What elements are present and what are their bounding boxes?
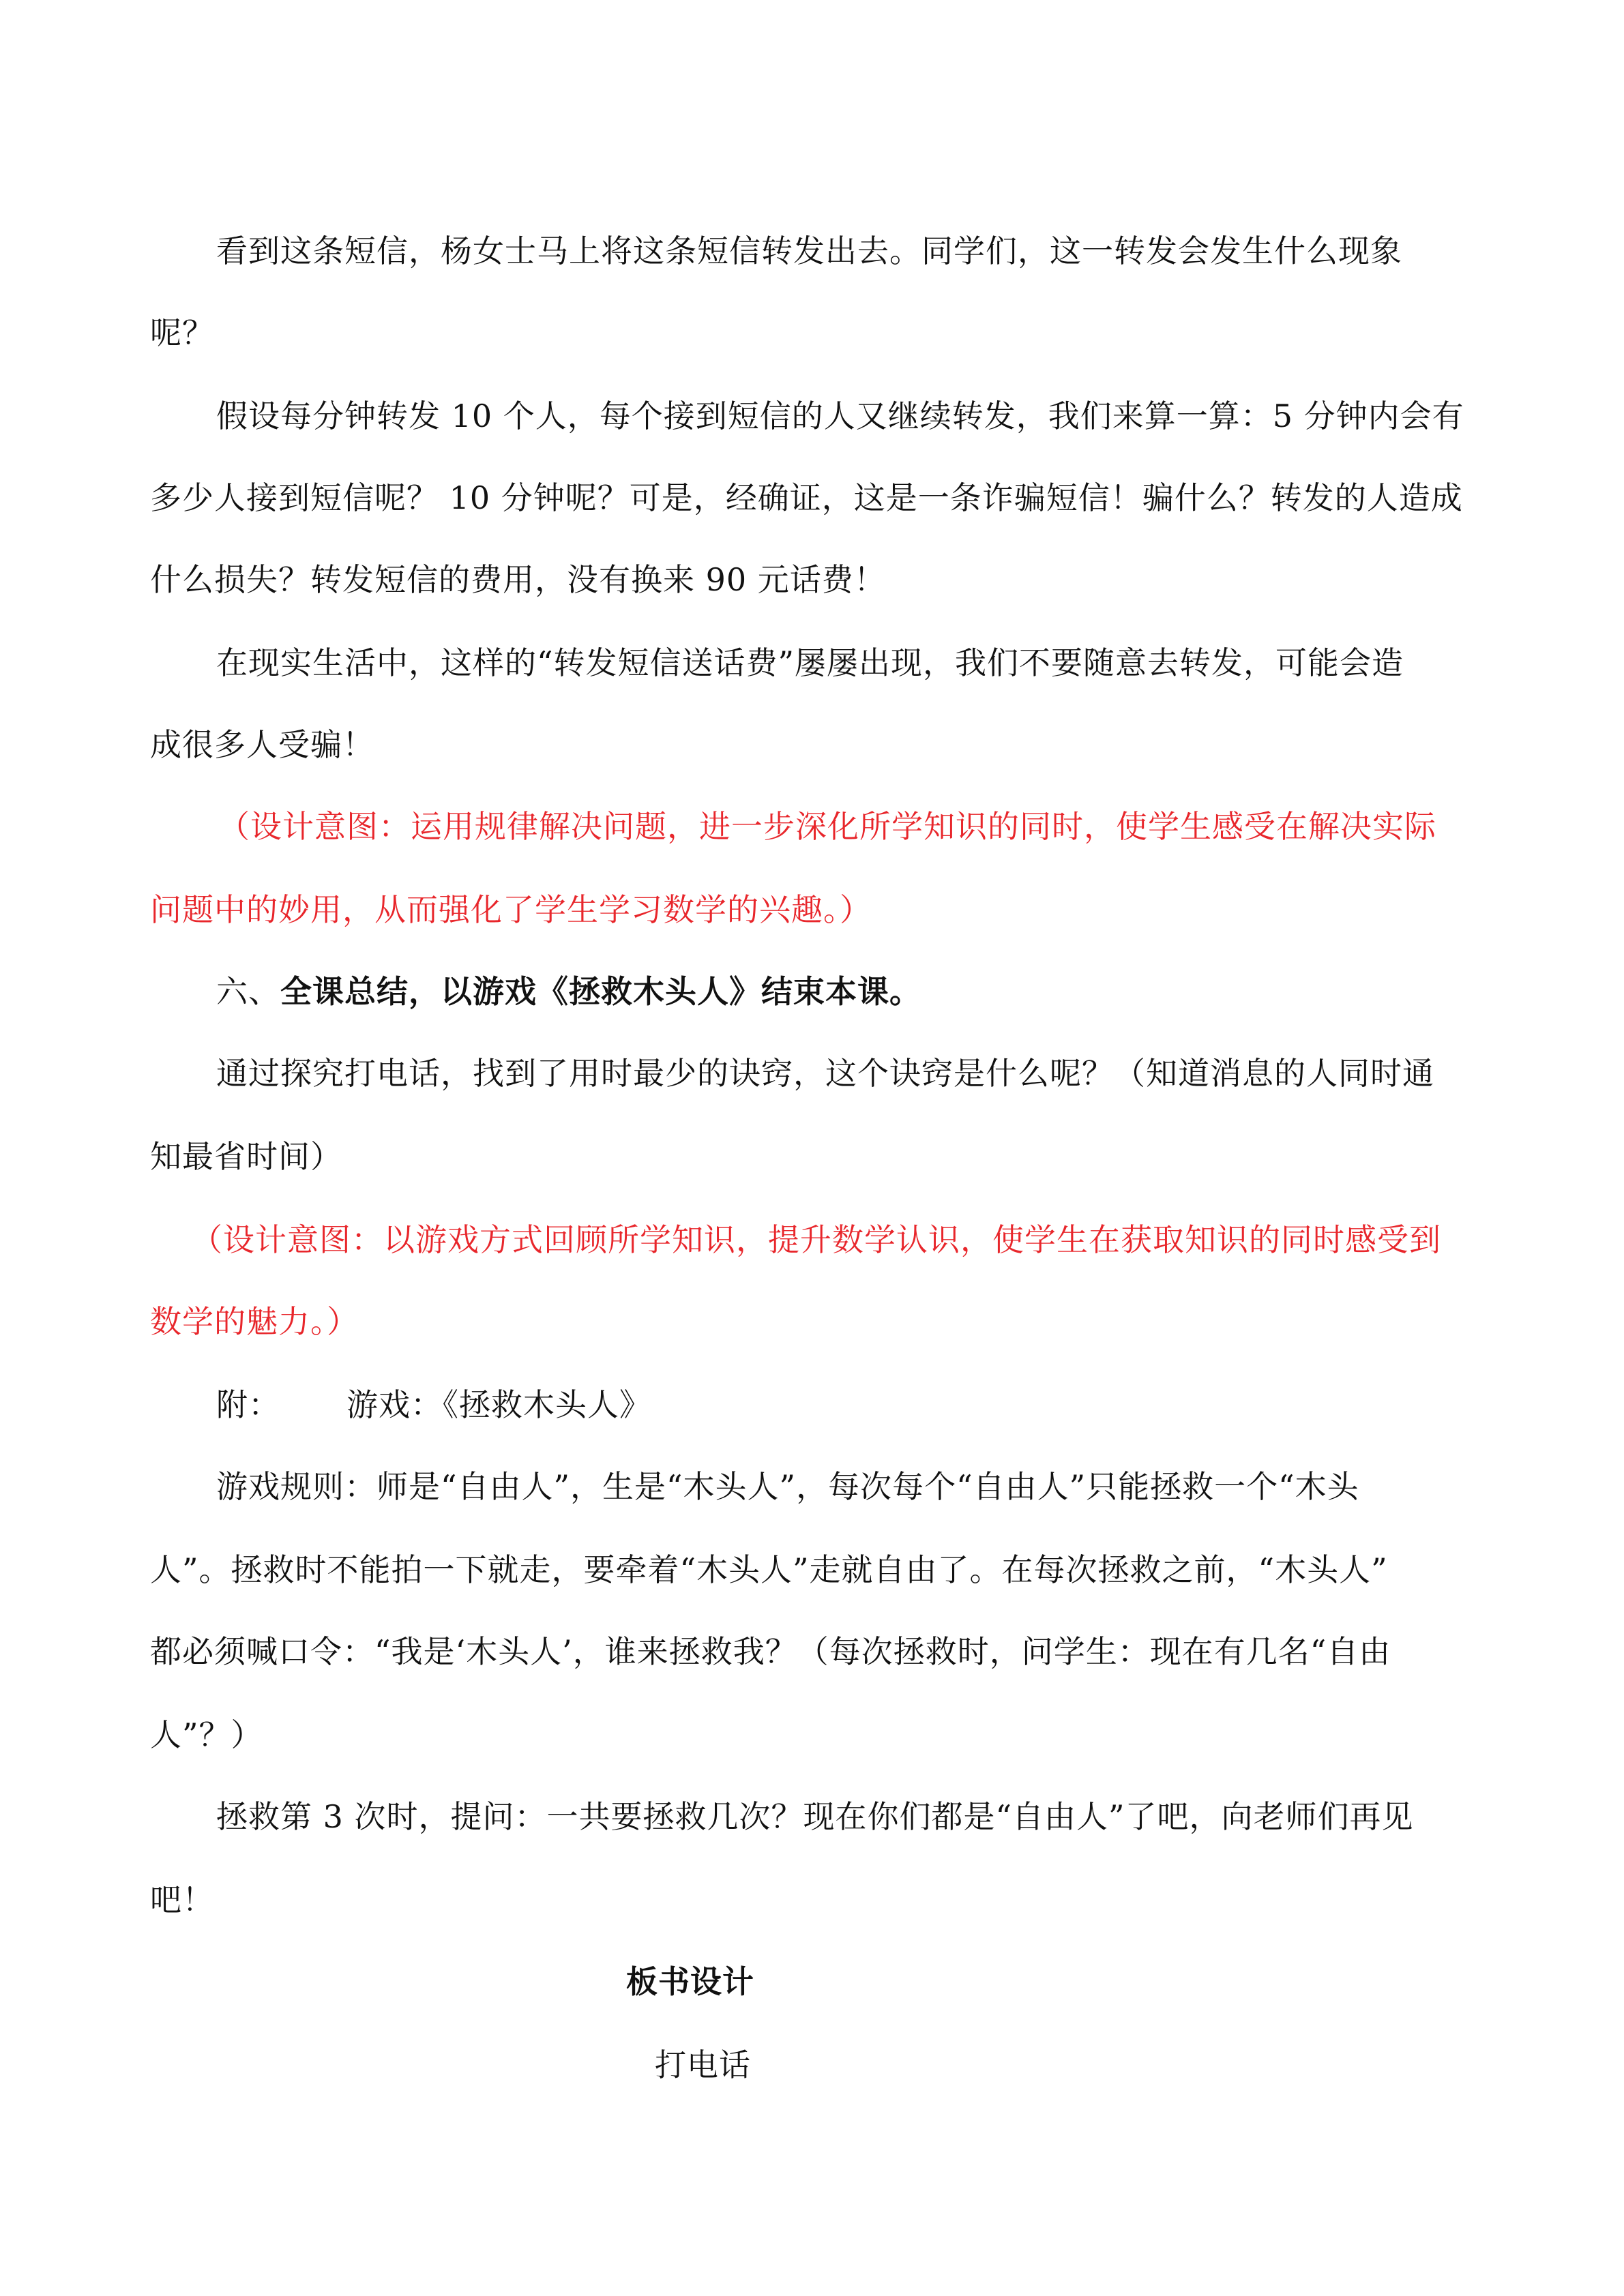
design-intent-2-line1: （设计意图：以游戏方式回顾所学知识，提升数学认识，使学生在获取知识的同时感受到 — [191, 1221, 1441, 1258]
rules-line4: 人”？） — [150, 1716, 263, 1753]
para4-line1: 通过探究打电话，找到了用时最少的诀窍，这个诀窍是什么呢？（知道消息的人同时通 — [216, 1055, 1434, 1092]
para5-line2: 吧！ — [150, 1881, 214, 1918]
para1-line2: 呢？ — [150, 314, 214, 351]
para3-line1: 在现实生活中，这样的“转发短信送话费”屡屡出现，我们不要随意去转发，可能会造 — [216, 644, 1404, 681]
design-intent-1-line1: （设计意图：运用规律解决问题，进一步深化所学知识的同时，使学生感受在解决实际 — [218, 808, 1436, 845]
appendix-game-title: 游戏：《拯救木头人》 — [346, 1386, 651, 1423]
para4-line2: 知最省时间） — [150, 1138, 342, 1175]
section-six-heading — [216, 971, 921, 1012]
para5-line1: 拯救第 3 次时，提问：一共要拯救几次？现在你们都是“自由人”了吧，向老师们再见 — [216, 1798, 1414, 1835]
para2-line3: 什么损失？转发短信的费用，没有换来 90 元话费！ — [150, 561, 886, 598]
rules-line1: 游戏规则：师是“自由人”，生是“木头人”，每次每个“自由人”只能拯救一个“木头 — [216, 1468, 1359, 1505]
appendix-label: 附： — [216, 1386, 280, 1423]
section-number: 六、 — [216, 973, 280, 1010]
para2-line1: 假设每分钟转发 10 个人，每个接到短信的人又继续转发，我们来算一算：5 分钟内会有 — [216, 398, 1464, 434]
para3-line2: 成很多人受骗！ — [150, 726, 374, 763]
design-intent-1-line2: 问题中的妙用，从而强化了学生学习数学的兴趣。） — [150, 891, 872, 928]
rules-line2: 人”。拯救时不能拍一下就走，要牵着“木头人”走就自由了。在每次拯救之前，“木头人” — [150, 1551, 1388, 1588]
section-title: 全课总结，以游戏《拯救木头人》结束本课。 — [280, 973, 921, 1010]
design-intent-2-line2: 数学的魅力。） — [150, 1303, 359, 1340]
board-design-title: 板书设计 — [626, 1963, 754, 2000]
rules-line3: 都必须喊口令：“我是‘木头人’，谁来拯救我？（每次拯救时，问学生：现在有几名“自由 — [150, 1633, 1391, 1670]
para1-line1: 看到这条短信，杨女士马上将这条短信转发出去。同学们，这一转发会发生什么现象 — [216, 233, 1402, 269]
para2-line2: 多少人接到短信呢？ 10 分钟呢？可是，经确证，这是一条诈骗短信！骗什么？转发的人造成 — [150, 479, 1463, 516]
board-design-subtitle: 打电话 — [655, 2046, 751, 2083]
